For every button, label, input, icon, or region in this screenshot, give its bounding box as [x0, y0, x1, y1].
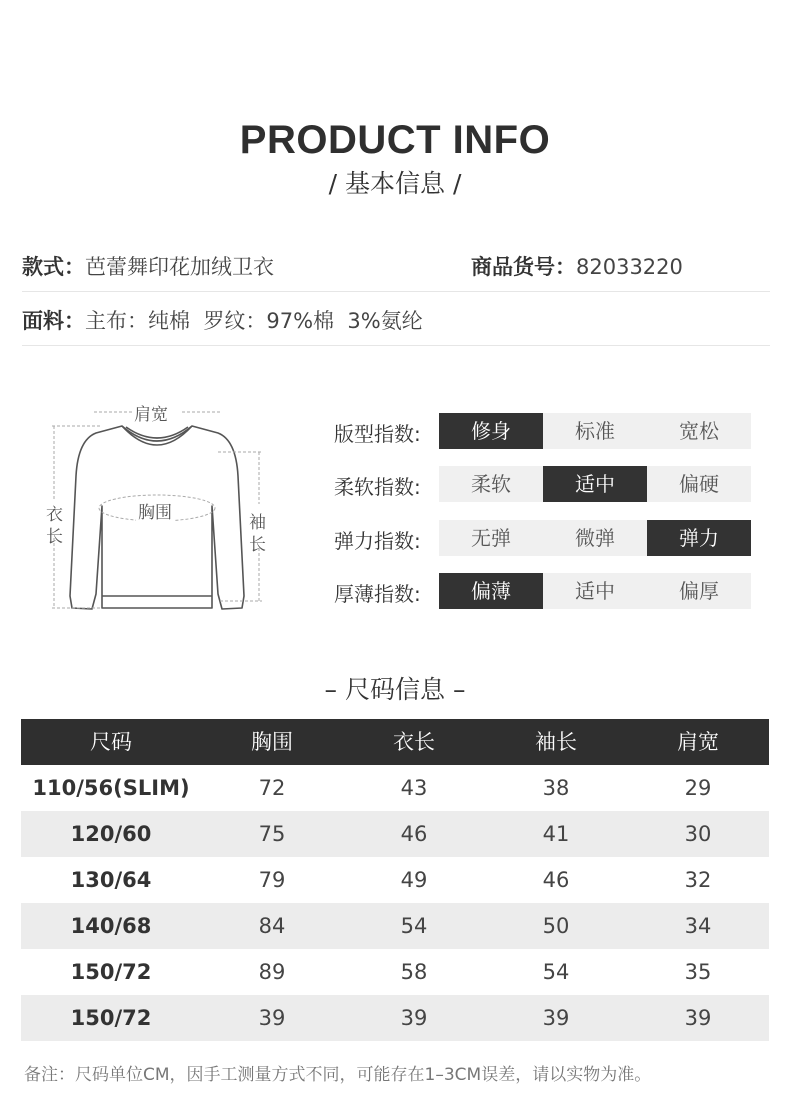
index-label: 厚薄指数: — [334, 582, 421, 606]
length-label-1: 衣 — [46, 505, 63, 525]
value-cell: 30 — [684, 822, 712, 846]
info-row-fabric — [22, 292, 770, 346]
value-cell: 39 — [542, 1006, 570, 1030]
index-option: 偏薄 — [439, 573, 543, 609]
index-option: 无弹 — [439, 520, 543, 556]
column-header: 肩宽 — [677, 730, 719, 754]
size-heading: – 尺码信息 – — [324, 675, 466, 704]
table-row — [21, 857, 769, 903]
size-cell: 150/72 — [70, 960, 152, 984]
size-cell: 140/68 — [70, 914, 152, 938]
size-table-header — [21, 719, 769, 765]
page-subtitle: / 基本信息 / — [328, 169, 462, 198]
size-cell: 130/64 — [70, 868, 152, 892]
index-option: 适中 — [543, 466, 647, 502]
fabric-label: 面料： — [22, 309, 85, 333]
table-row — [21, 903, 769, 949]
sleeve-label-1: 袖 — [249, 513, 266, 533]
index-option: 偏硬 — [647, 466, 751, 502]
value-cell: 54 — [542, 960, 570, 984]
value-cell: 39 — [684, 1006, 712, 1030]
column-header: 尺码 — [90, 730, 132, 754]
column-header: 衣长 — [393, 730, 435, 754]
size-cell: 110/56(SLIM) — [32, 776, 190, 800]
value-cell: 58 — [400, 960, 428, 984]
chest-label: 胸围 — [136, 498, 174, 523]
value-cell: 32 — [684, 868, 712, 892]
value-cell: 29 — [684, 776, 712, 800]
index-label: 版型指数: — [334, 422, 421, 446]
index-label: 柔软指数: — [334, 475, 421, 499]
size-note: 备注：尺码单位CM，因手工测量方式不同，可能存在1–3CM误差，请以实物为准。 — [24, 1065, 652, 1085]
value-cell: 84 — [258, 914, 286, 938]
table-row — [21, 765, 769, 811]
index-option: 适中 — [543, 573, 647, 609]
value-cell: 72 — [258, 776, 286, 800]
table-row — [21, 949, 769, 995]
shoulder-label: 肩宽 — [134, 405, 168, 425]
style-label: 款式： — [22, 255, 85, 279]
value-cell: 49 — [400, 868, 428, 892]
table-row — [21, 811, 769, 857]
value-cell: 54 — [400, 914, 428, 938]
index-option: 柔软 — [439, 466, 543, 502]
value-cell: 75 — [258, 822, 286, 846]
value-cell: 89 — [258, 960, 286, 984]
value-cell: 46 — [400, 822, 428, 846]
index-option: 修身 — [439, 413, 543, 449]
style-value: 芭蕾舞印花加绒卫衣 — [85, 255, 274, 279]
value-cell: 79 — [258, 868, 286, 892]
fabric-value: 主布：纯棉 罗纹：97%棉 3%氨纶 — [85, 309, 423, 333]
index-label: 弹力指数: — [334, 529, 421, 553]
index-option: 标准 — [543, 413, 647, 449]
index-option: 偏厚 — [647, 573, 751, 609]
size-cell: 150/72 — [70, 1006, 152, 1030]
length-label-2: 长 — [46, 527, 63, 547]
value-cell: 39 — [400, 1006, 428, 1030]
value-cell: 38 — [542, 776, 570, 800]
value-cell: 35 — [684, 960, 712, 984]
value-cell: 34 — [684, 914, 712, 938]
value-cell: 46 — [542, 868, 570, 892]
value-cell: 41 — [542, 822, 570, 846]
sleeve-label-2: 长 — [249, 535, 266, 555]
column-header: 袖长 — [535, 730, 577, 754]
sku-label: 商品货号： — [471, 255, 576, 279]
table-row — [21, 995, 769, 1041]
index-option: 微弹 — [543, 520, 647, 556]
column-header: 胸围 — [251, 730, 293, 754]
sku-value: 82033220 — [576, 255, 683, 279]
index-option: 宽松 — [647, 413, 751, 449]
value-cell: 50 — [542, 914, 570, 938]
index-option: 弹力 — [647, 520, 751, 556]
value-cell: 43 — [400, 776, 428, 800]
info-row-style — [22, 238, 770, 292]
size-cell: 120/60 — [70, 822, 152, 846]
size-table — [21, 719, 769, 1041]
page-title: PRODUCT INFO — [239, 118, 551, 162]
value-cell: 39 — [258, 1006, 286, 1030]
